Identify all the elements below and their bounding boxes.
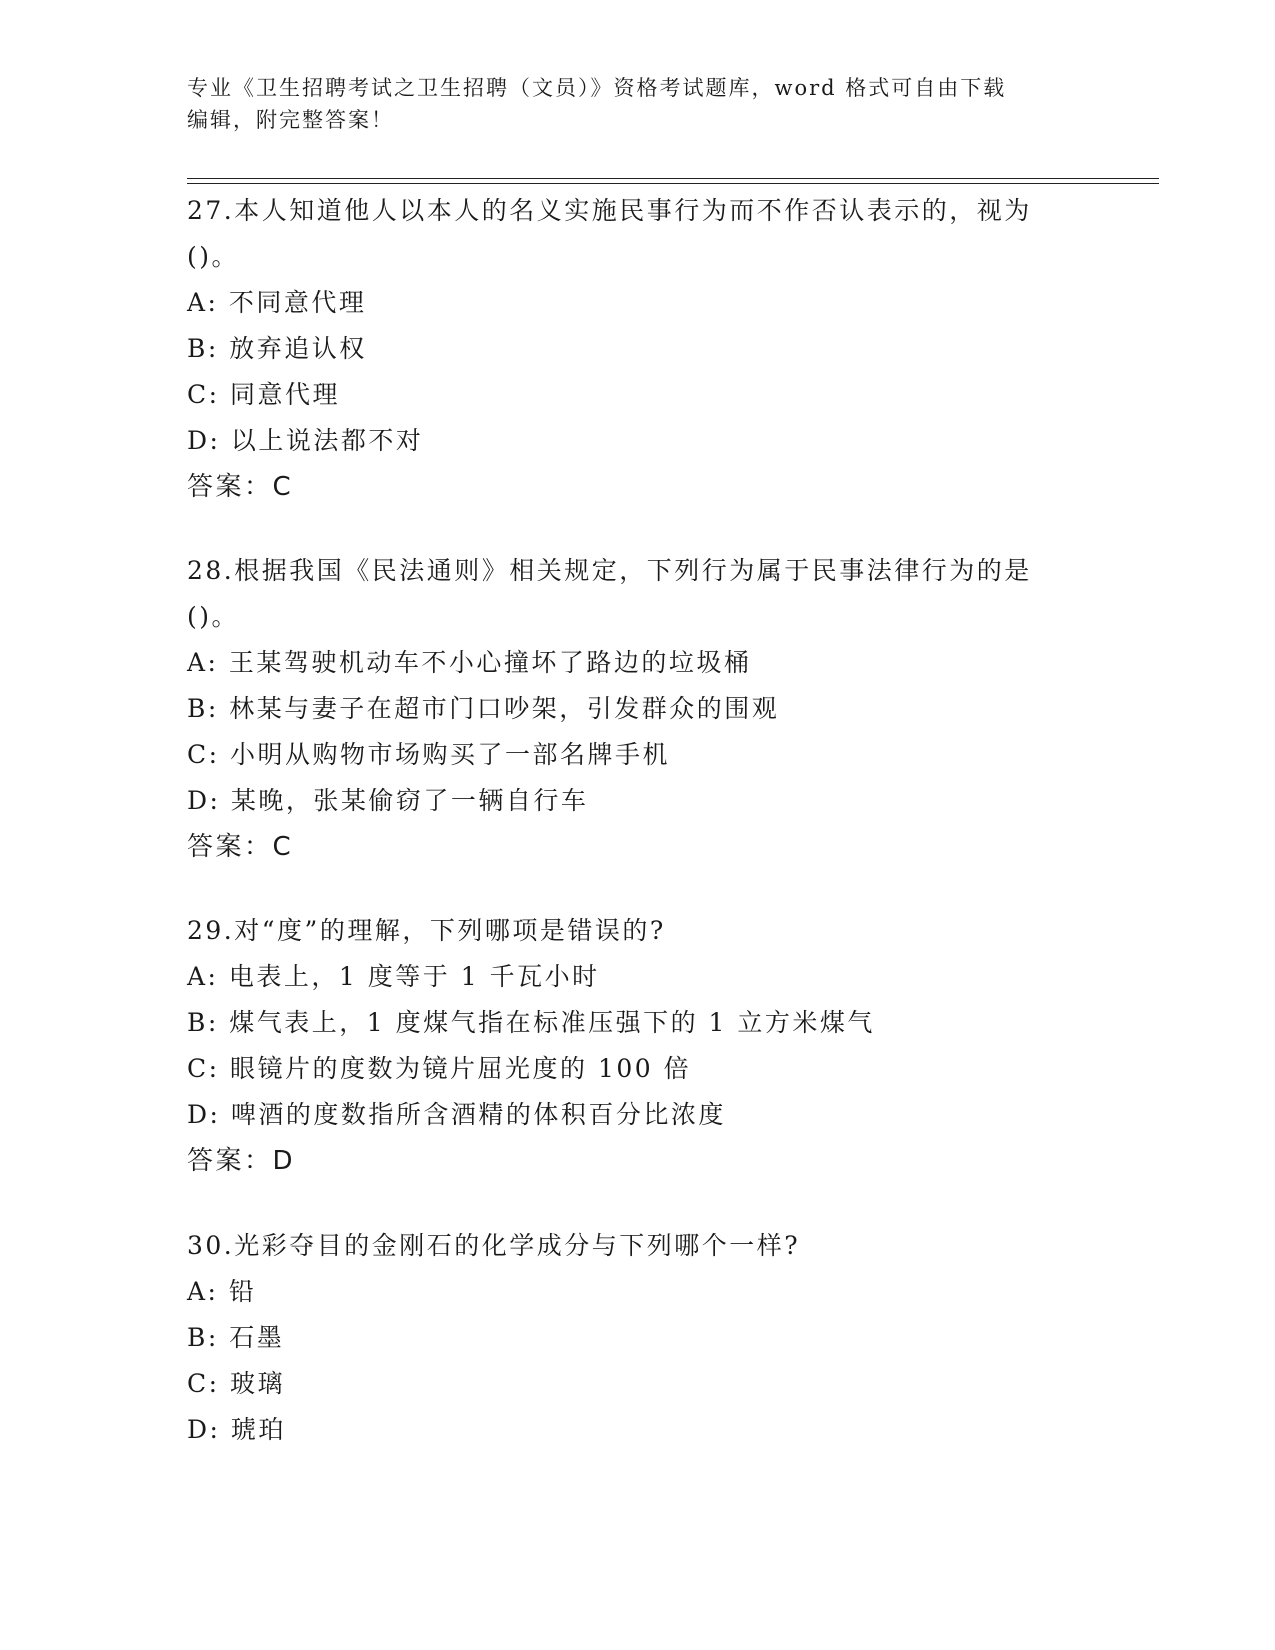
question-stem-continued: ()。 (187, 242, 240, 271)
option-c: C: 小明从购物市场购买了一部名牌手机 (187, 740, 670, 769)
answer-line: 答案：D (187, 1146, 296, 1176)
question-stem: 28.根据我国《民法通则》相关规定，下列行为属于民事法律行为的是 (187, 556, 1032, 585)
answer-line: 答案：C (187, 832, 294, 862)
header-line-2: 编辑，附完整答案！ (187, 108, 394, 132)
question-stem-continued: ()。 (187, 602, 240, 631)
question-30 (187, 1223, 1087, 1453)
header-divider-bottom (187, 183, 1159, 184)
question-28 (187, 548, 1087, 870)
option-b: B: 林某与妻子在超市门口吵架，引发群众的围观 (187, 694, 780, 723)
option-a: A: 不同意代理 (187, 288, 367, 317)
header-divider-top (187, 178, 1159, 179)
header-line-1: 专业《卫生招聘考试之卫生招聘（文员）》资格考试题库，word 格式可自由下载 (187, 76, 1007, 100)
question-29 (187, 908, 1087, 1184)
question-stem: 29.对“度”的理解，下列哪项是错误的? (187, 916, 666, 945)
option-c: C: 眼镜片的度数为镜片屈光度的 100 倍 (187, 1054, 692, 1083)
option-d: D: 啤酒的度数指所含酒精的体积百分比浓度 (187, 1100, 726, 1129)
option-d: D: 以上说法都不对 (187, 426, 424, 455)
option-a: A: 电表上，1 度等于 1 千瓦小时 (187, 962, 600, 991)
option-a: A: 铅 (187, 1277, 257, 1306)
answer-line: 答案：C (187, 472, 294, 502)
option-b: B: 煤气表上，1 度煤气指在标准压强下的 1 立方米煤气 (187, 1008, 875, 1037)
option-d: D: 某晚，张某偷窃了一辆自行车 (187, 786, 589, 815)
option-b: B: 石墨 (187, 1323, 285, 1352)
question-stem: 30.光彩夺目的金刚石的化学成分与下列哪个一样? (187, 1231, 801, 1260)
question-27 (187, 188, 1087, 510)
option-b: B: 放弃追认权 (187, 334, 367, 363)
question-stem: 27.本人知道他人以本人的名义实施民事行为而不作否认表示的，视为 (187, 196, 1032, 225)
option-c: C: 同意代理 (187, 380, 340, 409)
document-header (187, 72, 1077, 136)
option-c: C: 玻璃 (187, 1369, 285, 1398)
option-d: D: 琥珀 (187, 1415, 286, 1444)
option-a: A: 王某驾驶机动车不小心撞坏了路边的垃圾桶 (187, 648, 752, 677)
